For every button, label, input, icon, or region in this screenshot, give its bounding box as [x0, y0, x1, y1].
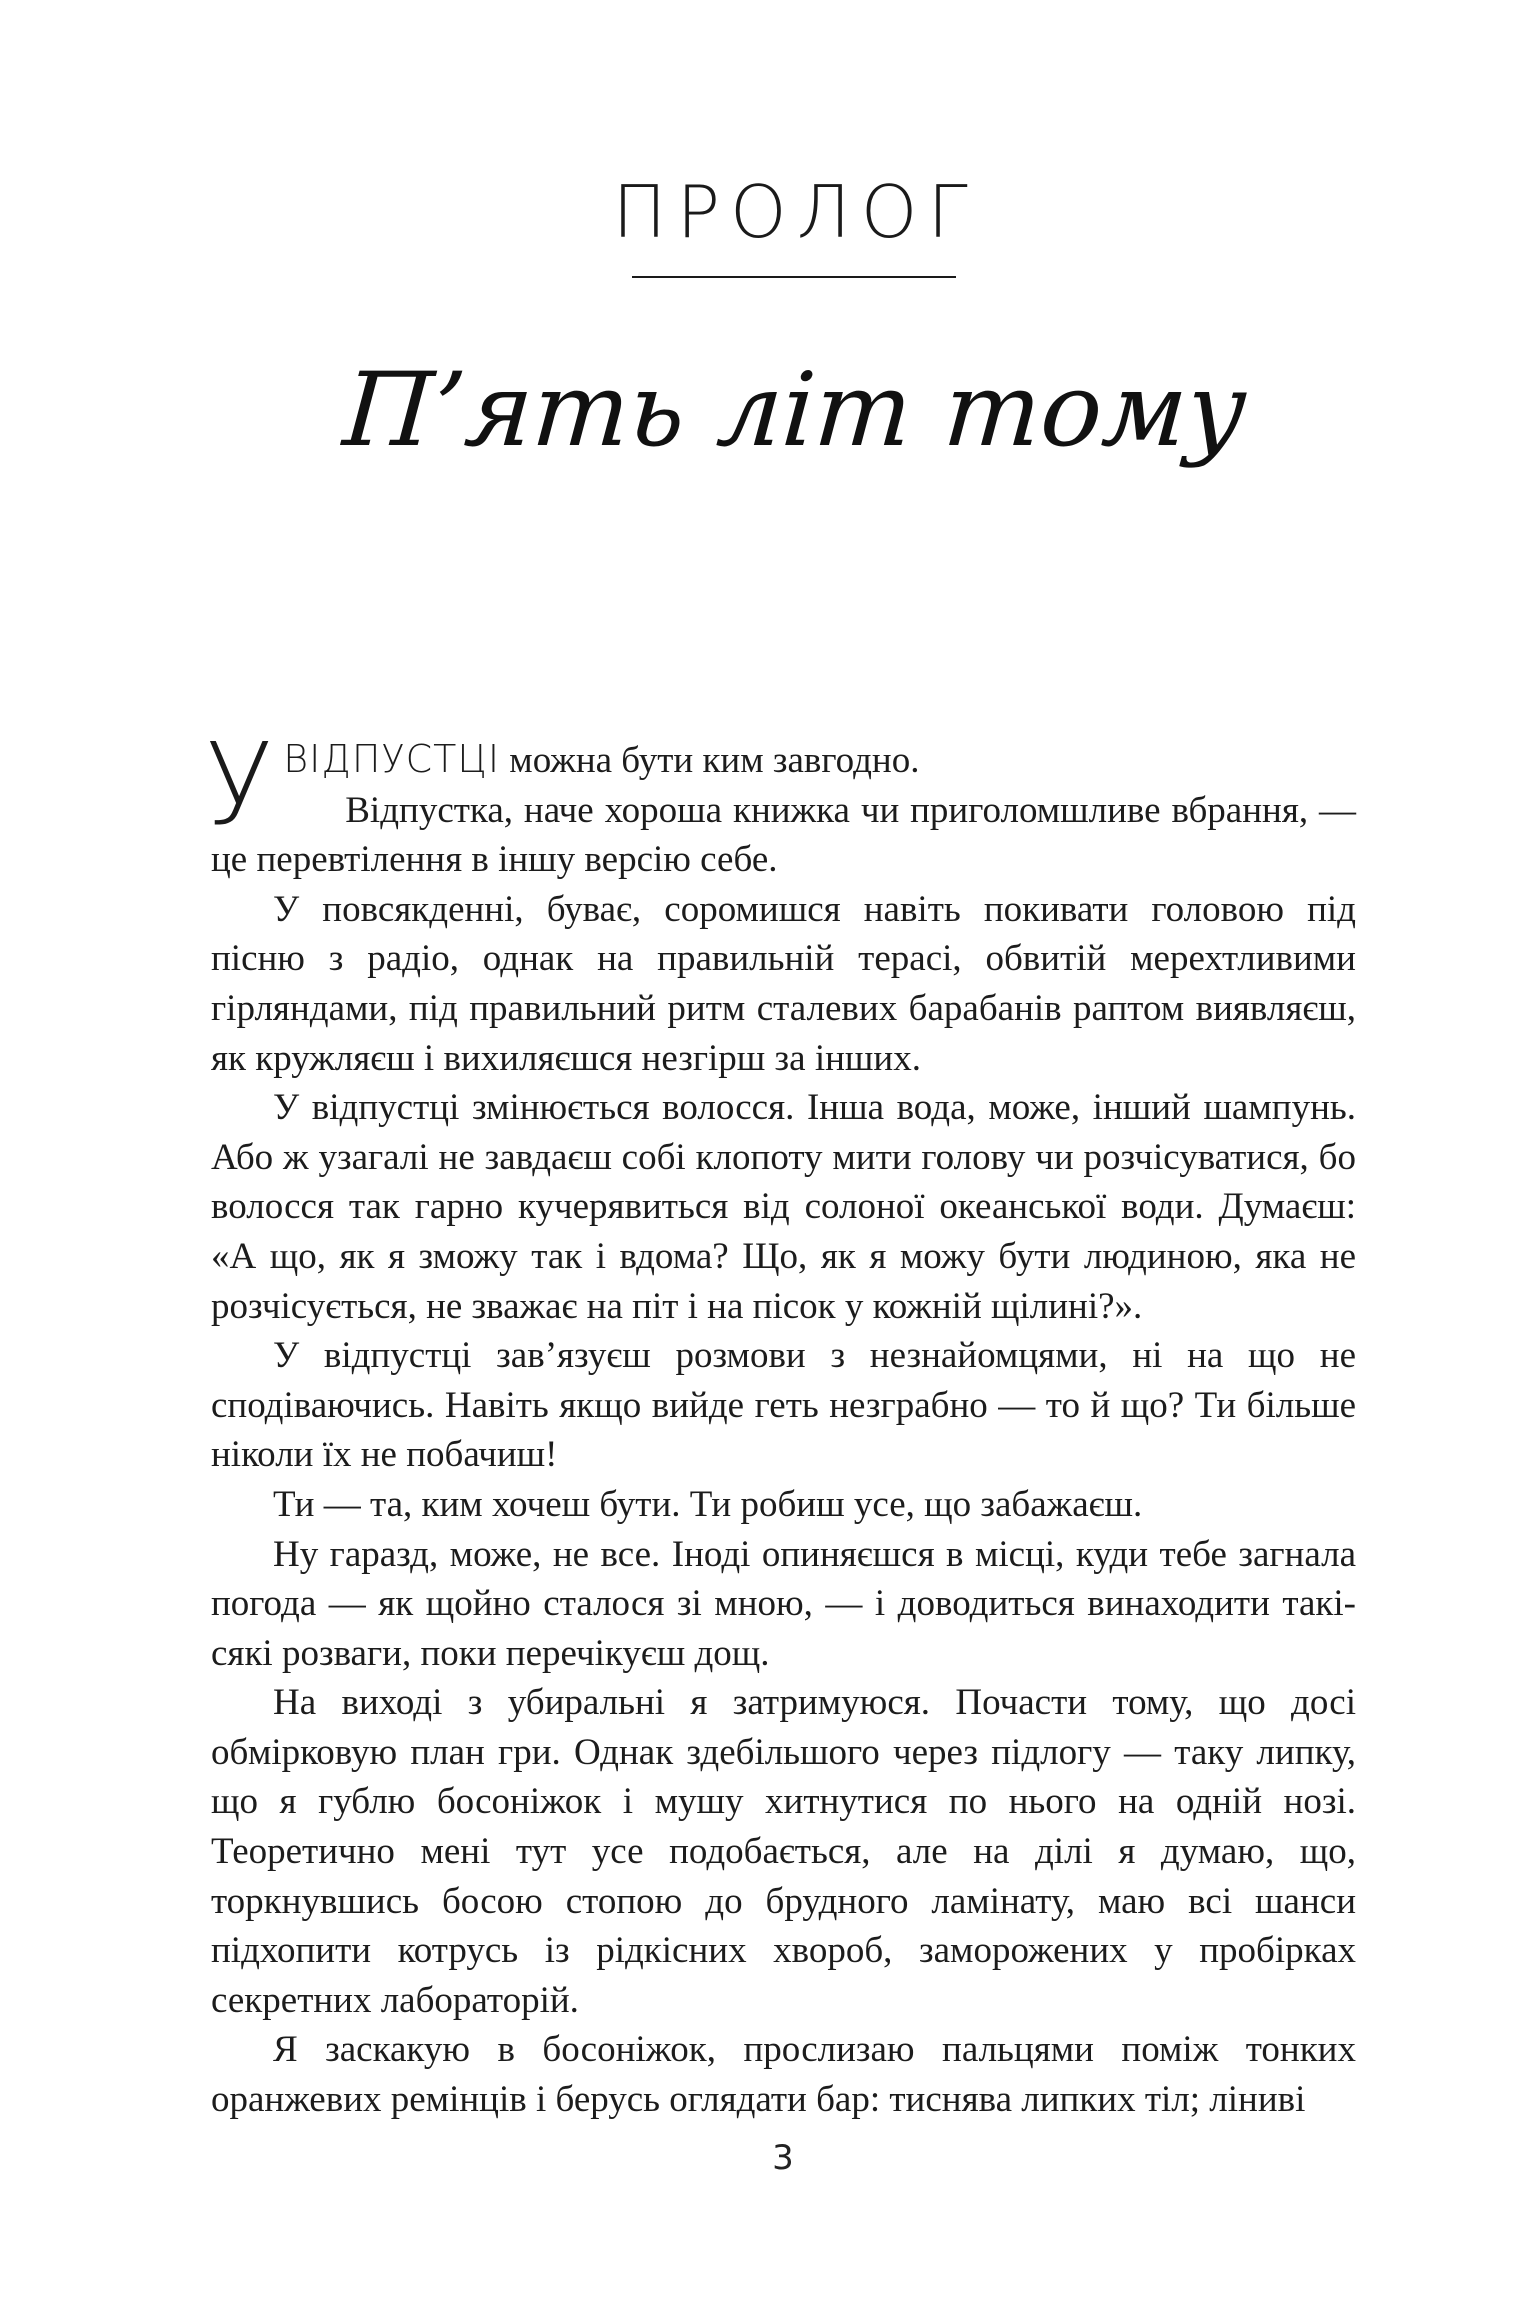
paragraph-5: У відпустці зав’язуєш розмови з незнайомцями, ні на що не сподіваючись. Навіть якщо вийде геть незграбно — то й що? Ти більше ніколи їх не побачиш! [211, 1335, 1356, 1476]
chapter-subtitle: П’ять літ тому [339, 351, 1251, 470]
chapter-label: ПРОЛОГ [612, 170, 978, 254]
paragraph-4: У відпустці змінюється волосся. Інша вода, може, інший шампунь. Або ж узагалі не завдаєш собі клопоту мити голову чи розчісуватися, бо волосся так гарно кучерявиться від солоної океанської води. Думаєш: «А що, як я зможу так і вдома? Що, як я можу бути людиною, яка не розчісується, не зважає на піт і на пісок у кожній щілині?». [211, 1087, 1356, 1327]
paragraph-7: Ну гаразд, може, не все. Іноді опиняєшся в місці, куди тебе загнала погода — як щойно сталося зі мною, — і доводиться винаходити такі-сякі розваги, поки перечікуєш дощ. [211, 1533, 1356, 1674]
chapter-rule [632, 276, 956, 278]
paragraph-9: Я заскакую в босоніжок, прослизаю пальцями поміж тонких оранжевих ремінців і берусь оглядати бар: тиснява липких тіл; ліниві [211, 2029, 1356, 2121]
drop-cap: У [205, 720, 274, 850]
lead-in: ВІДПУСТЦІ [283, 737, 501, 781]
paragraph-3: У повсякденні, буває, соромишся навіть покивати головою під пісню з радіо, однак на правильній терасі, обвитій мерехтливими гірляндами, під правильний ритм сталевих барабанів раптом виявляєш, як кружляєш і вихиляєшся незгірш за інших. [211, 888, 1356, 1079]
paragraph-2: Відпустка, наче хороша книжка чи приголомшливе вбрання, — це перевтілення в іншу версію себе. [211, 789, 1356, 881]
page-number: 3 [772, 2138, 794, 2178]
body-text [205, 720, 1356, 2125]
paragraph-6: Ти — та, ким хочеш бути. Ти робиш усе, що забажаєш. [273, 1483, 1143, 1525]
paragraph-8: На виході з убиральні я затримуюся. Почасти тому, що досі обмірковую план гри. Однак здебільшого через підлогу — таку липку, що я гублю босоніжок і мушу хитнутися по нього на одній нозі. Теоретично мені тут усе подобається, але на ділі я думаю, що, торкнувшись босою стопою до брудного ламінату, маю всі шанси підхопити котрусь із рідкісних хвороб, заморожених у пробірках секретних лабораторій. [211, 1682, 1356, 2021]
first-paragraph-rest: можна бути ким завгодно. [500, 740, 920, 781]
